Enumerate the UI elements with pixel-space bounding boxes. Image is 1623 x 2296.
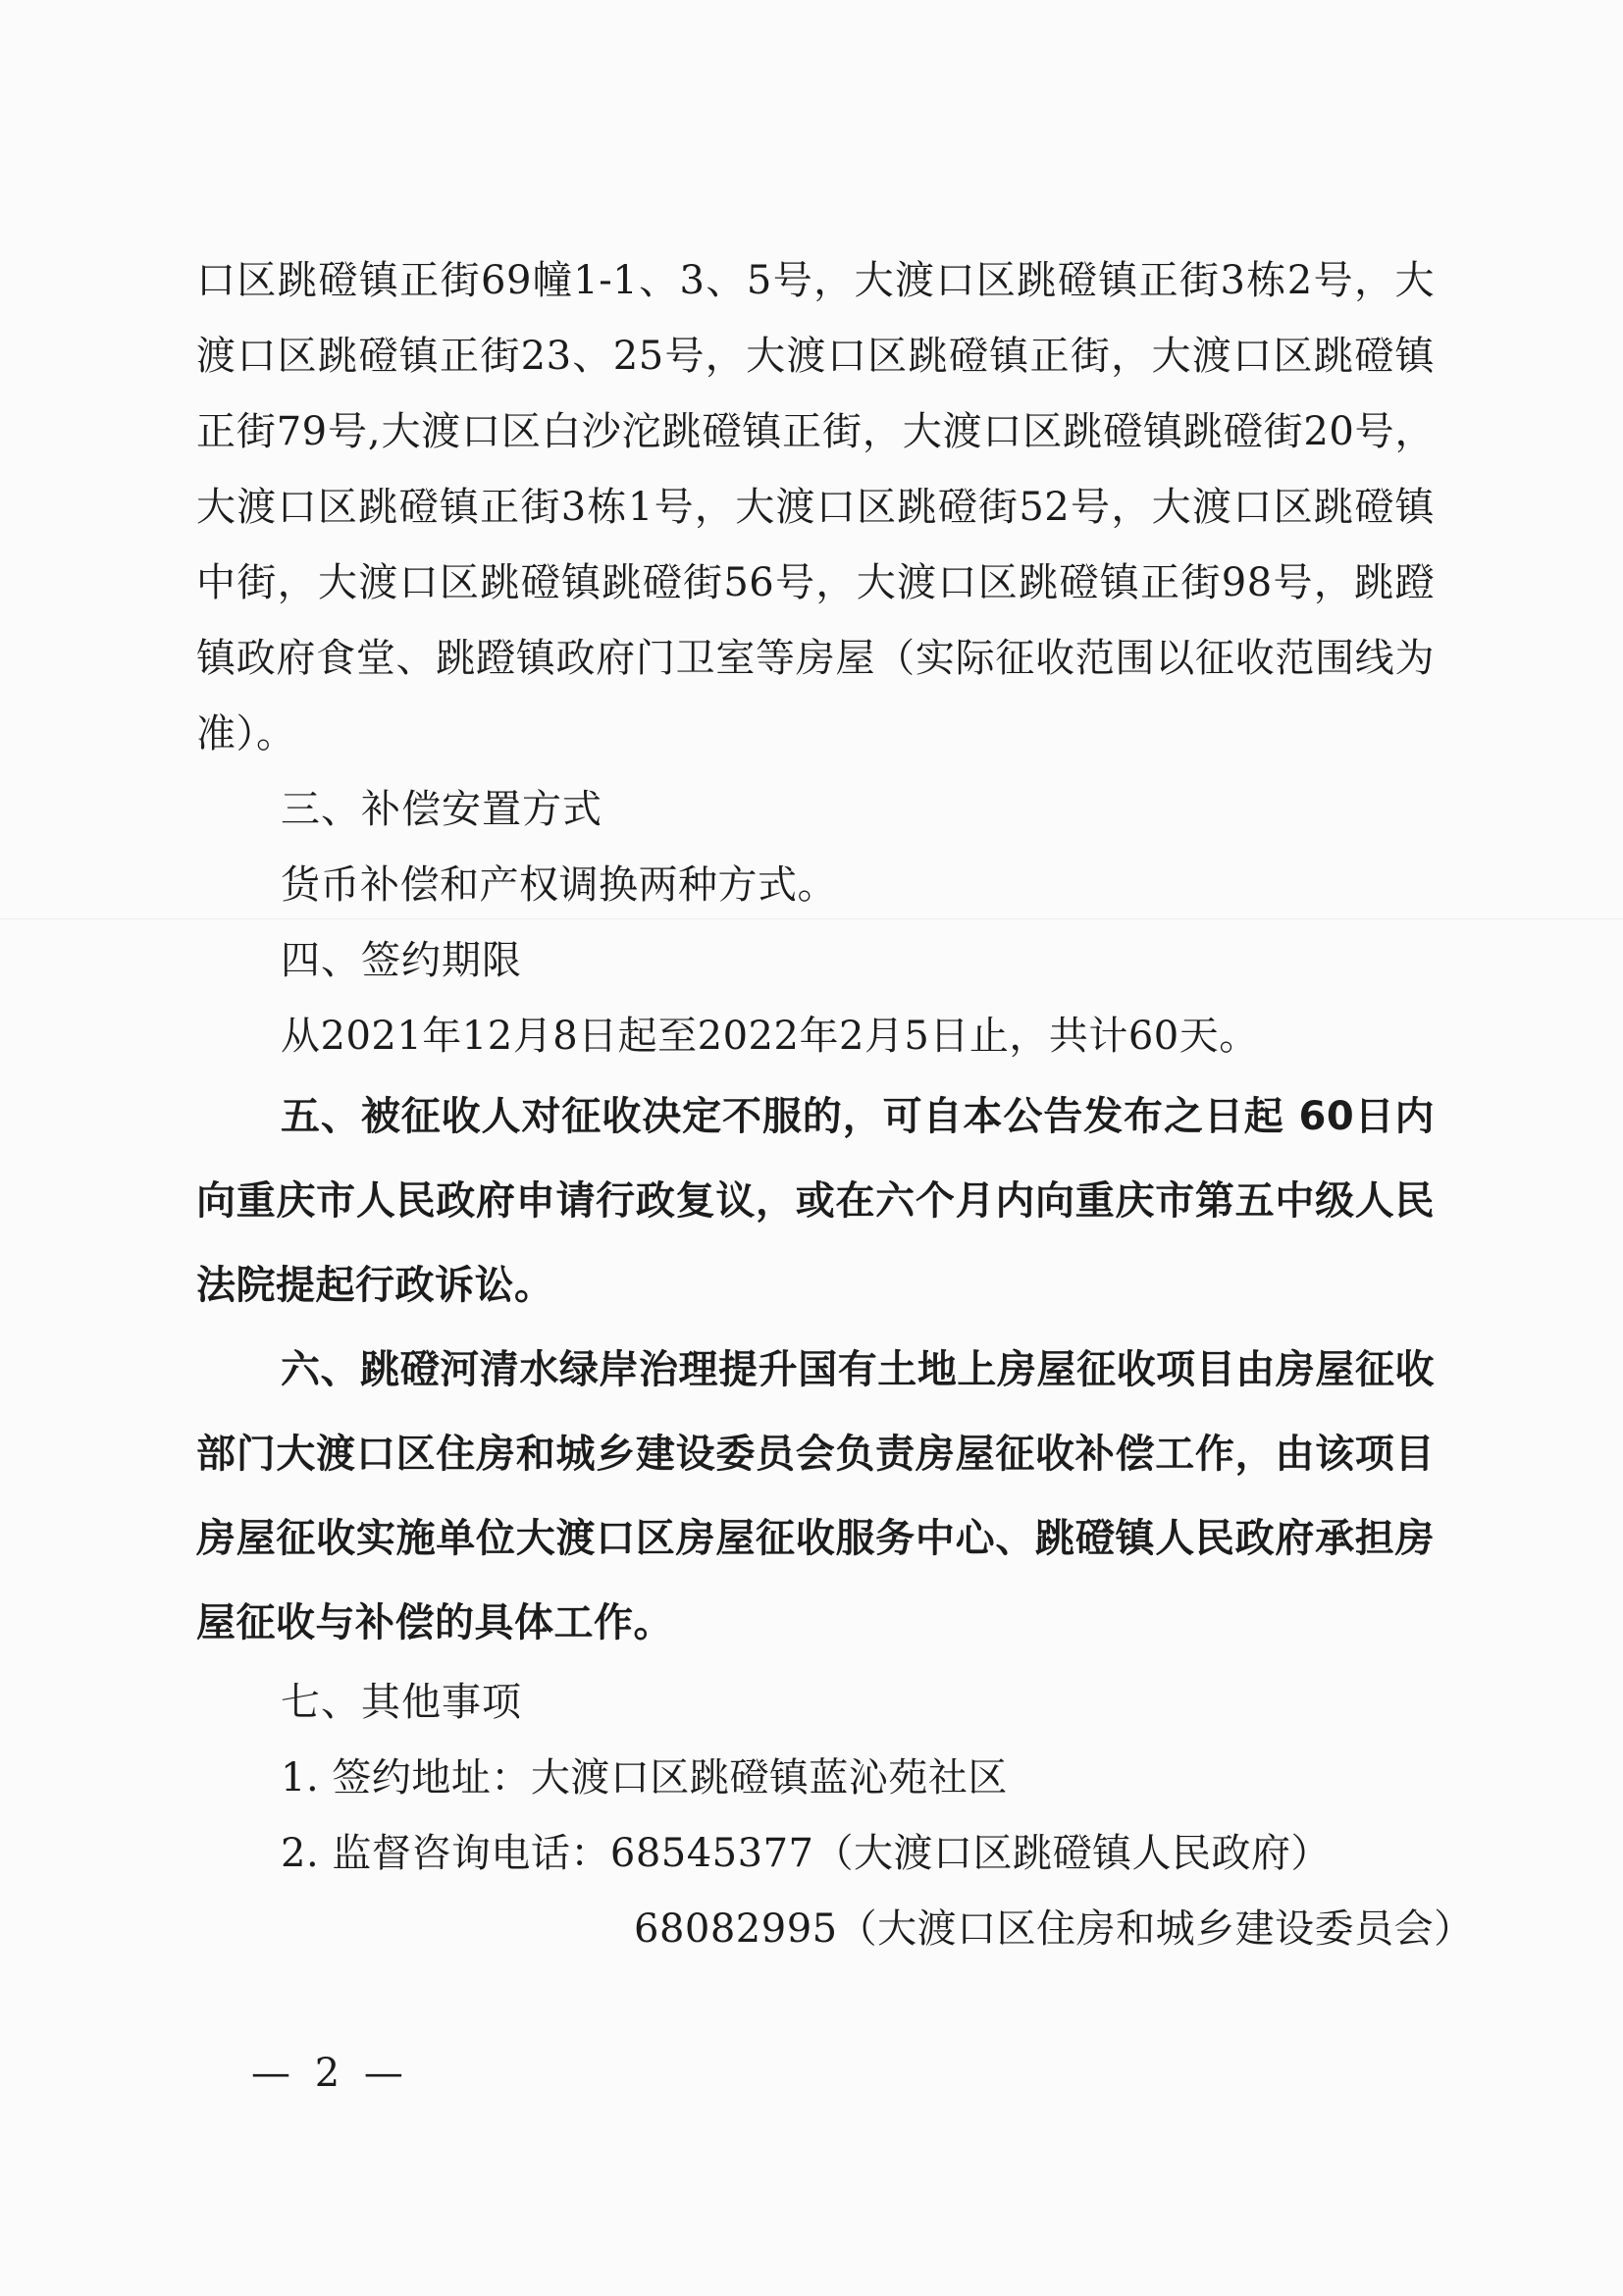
signing-period-text: 从2021年12月8日起至2022年2月5日止，共计60天。: [281, 1014, 1259, 1059]
supervision-phone: 2. 监督咨询电话：68545377（大渡口区跳磴镇人民政府）: [281, 1831, 1331, 1876]
section-heading-compensation: 三、补偿安置方式: [281, 787, 602, 832]
section-responsibility: 六、跳磴河清水绿岸治理提升国有土地上房屋征收项目由房屋征收部门大渡口区住房和城乡建设委员会负责房屋征收补偿工作，由该项目房屋征收实施单位大渡口区房屋征收服务中心、跳磴镇人民政府承担房屋征收与补偿的具体工作。: [196, 1347, 1435, 1645]
supervision-phone-second: 68082995（大渡口区住房和城乡建设委员会）: [634, 1906, 1474, 1952]
section-heading-other: 七、其他事项: [281, 1680, 522, 1725]
page-number: — 2 —: [251, 2051, 409, 2096]
continued-paragraph: 口区跳磴镇正街69幢1-1、3、5号，大渡口区跳磴镇正街3栋2号，大渡口区跳磴镇正街23、25号，大渡口区跳磴镇正街，大渡口区跳磴镇正街79号,大渡口区白沙沱跳磴镇正街，大渡口区跳磴镇跳磴街20号，大渡口区跳磴镇正街3栋1号，大渡口区跳磴街52号，大渡口区跳磴镇中街，大渡口区跳磴镇跳磴街56号，大渡口区跳磴镇正街98号，跳蹬镇政府食堂、跳蹬镇政府门卫室等房屋（实际征收范围以征收范围线为准）。: [196, 258, 1435, 757]
section-heading-signing-period: 四、签约期限: [281, 938, 522, 983]
section-appeal: 五、被征收人对征收决定不服的，可自本公告发布之日起 60日内向重庆市人民政府申请行政复议，或在六个月内向重庆市第五中级人民法院提起行政诉讼。: [196, 1094, 1435, 1308]
compensation-text: 货币补偿和产权调换两种方式。: [281, 862, 837, 908]
signing-address: 1. 签约地址：大渡口区跳磴镇蓝沁苑社区: [281, 1755, 1008, 1800]
document-page: [196, 243, 1474, 1967]
